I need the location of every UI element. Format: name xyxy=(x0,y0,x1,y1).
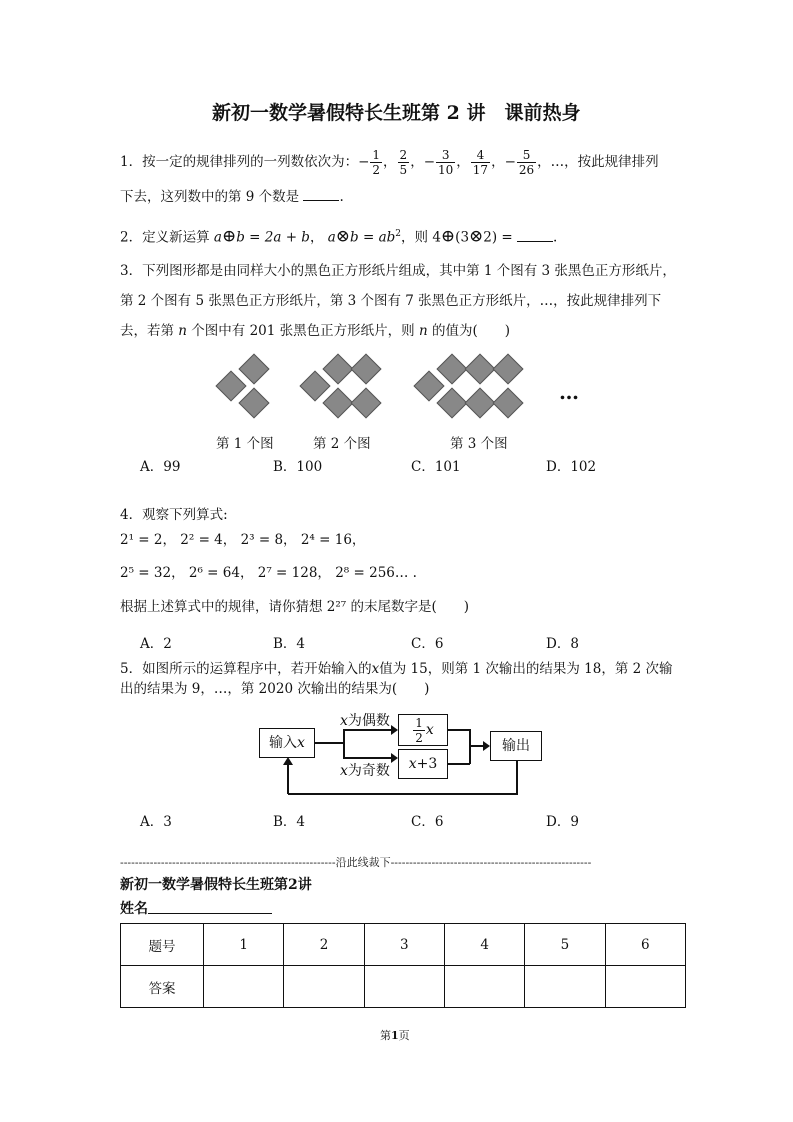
square-tile xyxy=(436,387,467,418)
answer-table xyxy=(120,923,686,1008)
caption-fig-2: 第 2 个图 xyxy=(313,436,371,452)
q3-line3: 去，若第 n 个图中有 201 张黑色正方形纸片，则 n 的值为( ) xyxy=(120,323,510,339)
q1-prefix: 1．按一定的规律排列的一列数依次为： xyxy=(120,154,359,170)
q1-frac-4: $\frac{4}{17}$ xyxy=(472,148,489,177)
answer-cell[interactable] xyxy=(444,966,524,1008)
q4-option-d: D．8 xyxy=(546,636,579,652)
name-label: 姓名 xyxy=(120,901,148,917)
q2-line: 2．定义新运算 a⊕b = 2a + b， a⊗b = $ab^2$，则 4⊕(3⊗2) = . xyxy=(120,226,558,247)
square-tile xyxy=(322,353,353,384)
square-tile xyxy=(322,387,353,418)
square-tile xyxy=(238,387,269,418)
table-header-cell: 4 xyxy=(444,924,524,966)
square-tile xyxy=(350,387,381,418)
table-header-cell: 3 xyxy=(364,924,444,966)
table-header-cell: 1 xyxy=(204,924,284,966)
square-tile xyxy=(436,353,467,384)
q1-suffix: ，…，按此规律排列 xyxy=(537,154,659,170)
q2-answer-blank xyxy=(517,227,553,242)
q1-frac-1: − $\frac{1}{2}$ xyxy=(358,148,381,177)
answer-cell[interactable] xyxy=(204,966,284,1008)
square-tile xyxy=(413,370,444,401)
q3-option-a: A．99 xyxy=(140,459,181,475)
q3-option-d: D．102 xyxy=(546,459,597,475)
half-box: $\frac{1}{2}$ x xyxy=(398,714,448,746)
table-row xyxy=(121,966,686,1008)
square-tile xyxy=(464,353,495,384)
q4-heading: 4．观察下列算式: xyxy=(120,507,228,523)
page-number: 第1页 xyxy=(380,1029,410,1042)
name-field[interactable] xyxy=(148,913,272,914)
q1-line2: 下去，这列数中的第 9 个数是 . xyxy=(120,186,344,207)
q5-option-b: B．4 xyxy=(273,814,306,830)
oplus-icon: ⊕ xyxy=(221,226,237,247)
odd-label: x为奇数 xyxy=(340,763,390,779)
connector-line xyxy=(314,742,344,744)
q5-line2: 出的结果为 9，…，第 2020 次输出的结果为( ) xyxy=(120,681,430,697)
q1-frac-5: − $\frac{5}{26}$ xyxy=(504,148,535,177)
arrow-right-icon xyxy=(391,725,398,735)
answer-cell[interactable] xyxy=(525,966,605,1008)
table-header-cell: 题号 xyxy=(121,924,204,966)
connector-line xyxy=(448,729,470,731)
arrow-right-icon xyxy=(391,753,398,763)
table-header-cell: 5 xyxy=(525,924,605,966)
square-tile xyxy=(238,353,269,384)
q3-option-b: B．100 xyxy=(273,459,323,475)
q5-option-c: C．6 xyxy=(411,814,444,830)
connector-line xyxy=(343,757,393,759)
q4-row-1: 2¹ = 2， 2² = 4， 2³ = 8， 2⁴ = 16， xyxy=(120,532,366,548)
answer-cell[interactable] xyxy=(364,966,444,1008)
q3-option-c: C．101 xyxy=(411,459,461,475)
q4-row-2: 2⁵ = 32， 2⁶ = 64， 2⁷ = 128， 2⁸ = 256… . xyxy=(120,565,417,581)
q5-option-d: D．9 xyxy=(546,814,579,830)
table-header-cell: 2 xyxy=(284,924,364,966)
q5-line1: 5．如图所示的运算程序中，若开始输入的x值为 15，则第 1 次输出的结果为 18，第 2 次输 xyxy=(120,661,673,677)
square-tile xyxy=(464,387,495,418)
plus3-box: x+3 xyxy=(398,749,448,779)
answer-label-cell: 答案 xyxy=(121,966,204,1008)
even-label: x为偶数 xyxy=(340,713,390,729)
caption-fig-3: 第 3 个图 xyxy=(450,436,508,452)
connector-line xyxy=(516,760,518,793)
q4-option-a: A．2 xyxy=(140,636,172,652)
input-box: 输入x xyxy=(259,728,315,758)
arrow-right-icon xyxy=(483,741,490,751)
oplus-icon: ⊕ xyxy=(440,226,456,247)
q4-question: 根据上述算式中的规律，请你猜想 2²⁷ 的末尾数字是( ) xyxy=(120,599,470,615)
arrow-up-icon xyxy=(283,757,293,765)
square-tile xyxy=(299,370,330,401)
page-title: 新初一数学暑假特长生班第 2 讲 课前热身 xyxy=(212,102,581,124)
square-tile xyxy=(215,370,246,401)
answer-cell[interactable] xyxy=(284,966,364,1008)
q3-line2: 第 2 个图有 5 张黑色正方形纸片，第 3 个图有 7 张黑色正方形纸片，…，按此规律排列下 xyxy=(120,293,662,309)
otimes-icon: ⊗ xyxy=(335,226,351,247)
answer-cell[interactable] xyxy=(605,966,685,1008)
ellipsis-icon: … xyxy=(559,380,579,404)
q4-option-b: B．4 xyxy=(273,636,306,652)
connector-line xyxy=(469,745,484,747)
table-row xyxy=(121,924,686,966)
q1-line1: 1．按一定的规律排列的一列数依次为：− $\frac{1}{2}$ ， $\frac{2}{5}$ ，− $\frac{3}{10}$ ， $\frac{4}{17}$ ，− $\frac{5}{26}$ ，…，按此规律排列 xyxy=(120,148,659,177)
square-tile xyxy=(492,387,523,418)
table-header-cell: 6 xyxy=(605,924,685,966)
cut-line: ----------------------------------------------------------沿此线裁下------------------------------------------------------ xyxy=(120,856,592,869)
q3-line1: 3．下列图形都是由同样大小的黑色正方形纸片组成，其中第 1 个图有 3 张黑色正方形纸片， xyxy=(120,263,676,279)
connector-line xyxy=(343,729,345,757)
q1-frac-3: − $\frac{3}{10}$ xyxy=(423,148,454,177)
square-tile xyxy=(350,353,381,384)
connector-line xyxy=(469,729,471,764)
square-tile xyxy=(492,353,523,384)
connector-line xyxy=(448,763,470,765)
connector-line xyxy=(288,793,518,795)
connector-line xyxy=(343,729,393,731)
q5-option-a: A．3 xyxy=(140,814,172,830)
q1-frac-2: $\frac{2}{5}$ xyxy=(399,148,408,177)
caption-fig-1: 第 1 个图 xyxy=(216,436,274,452)
output-box: 输出 xyxy=(490,731,542,761)
otimes-icon: ⊗ xyxy=(469,226,484,247)
q1-answer-blank xyxy=(303,186,339,201)
q4-option-c: C．6 xyxy=(411,636,444,652)
answer-sheet-title: 新初一数学暑假特长生班第2讲 xyxy=(120,877,312,893)
connector-line xyxy=(287,764,289,794)
